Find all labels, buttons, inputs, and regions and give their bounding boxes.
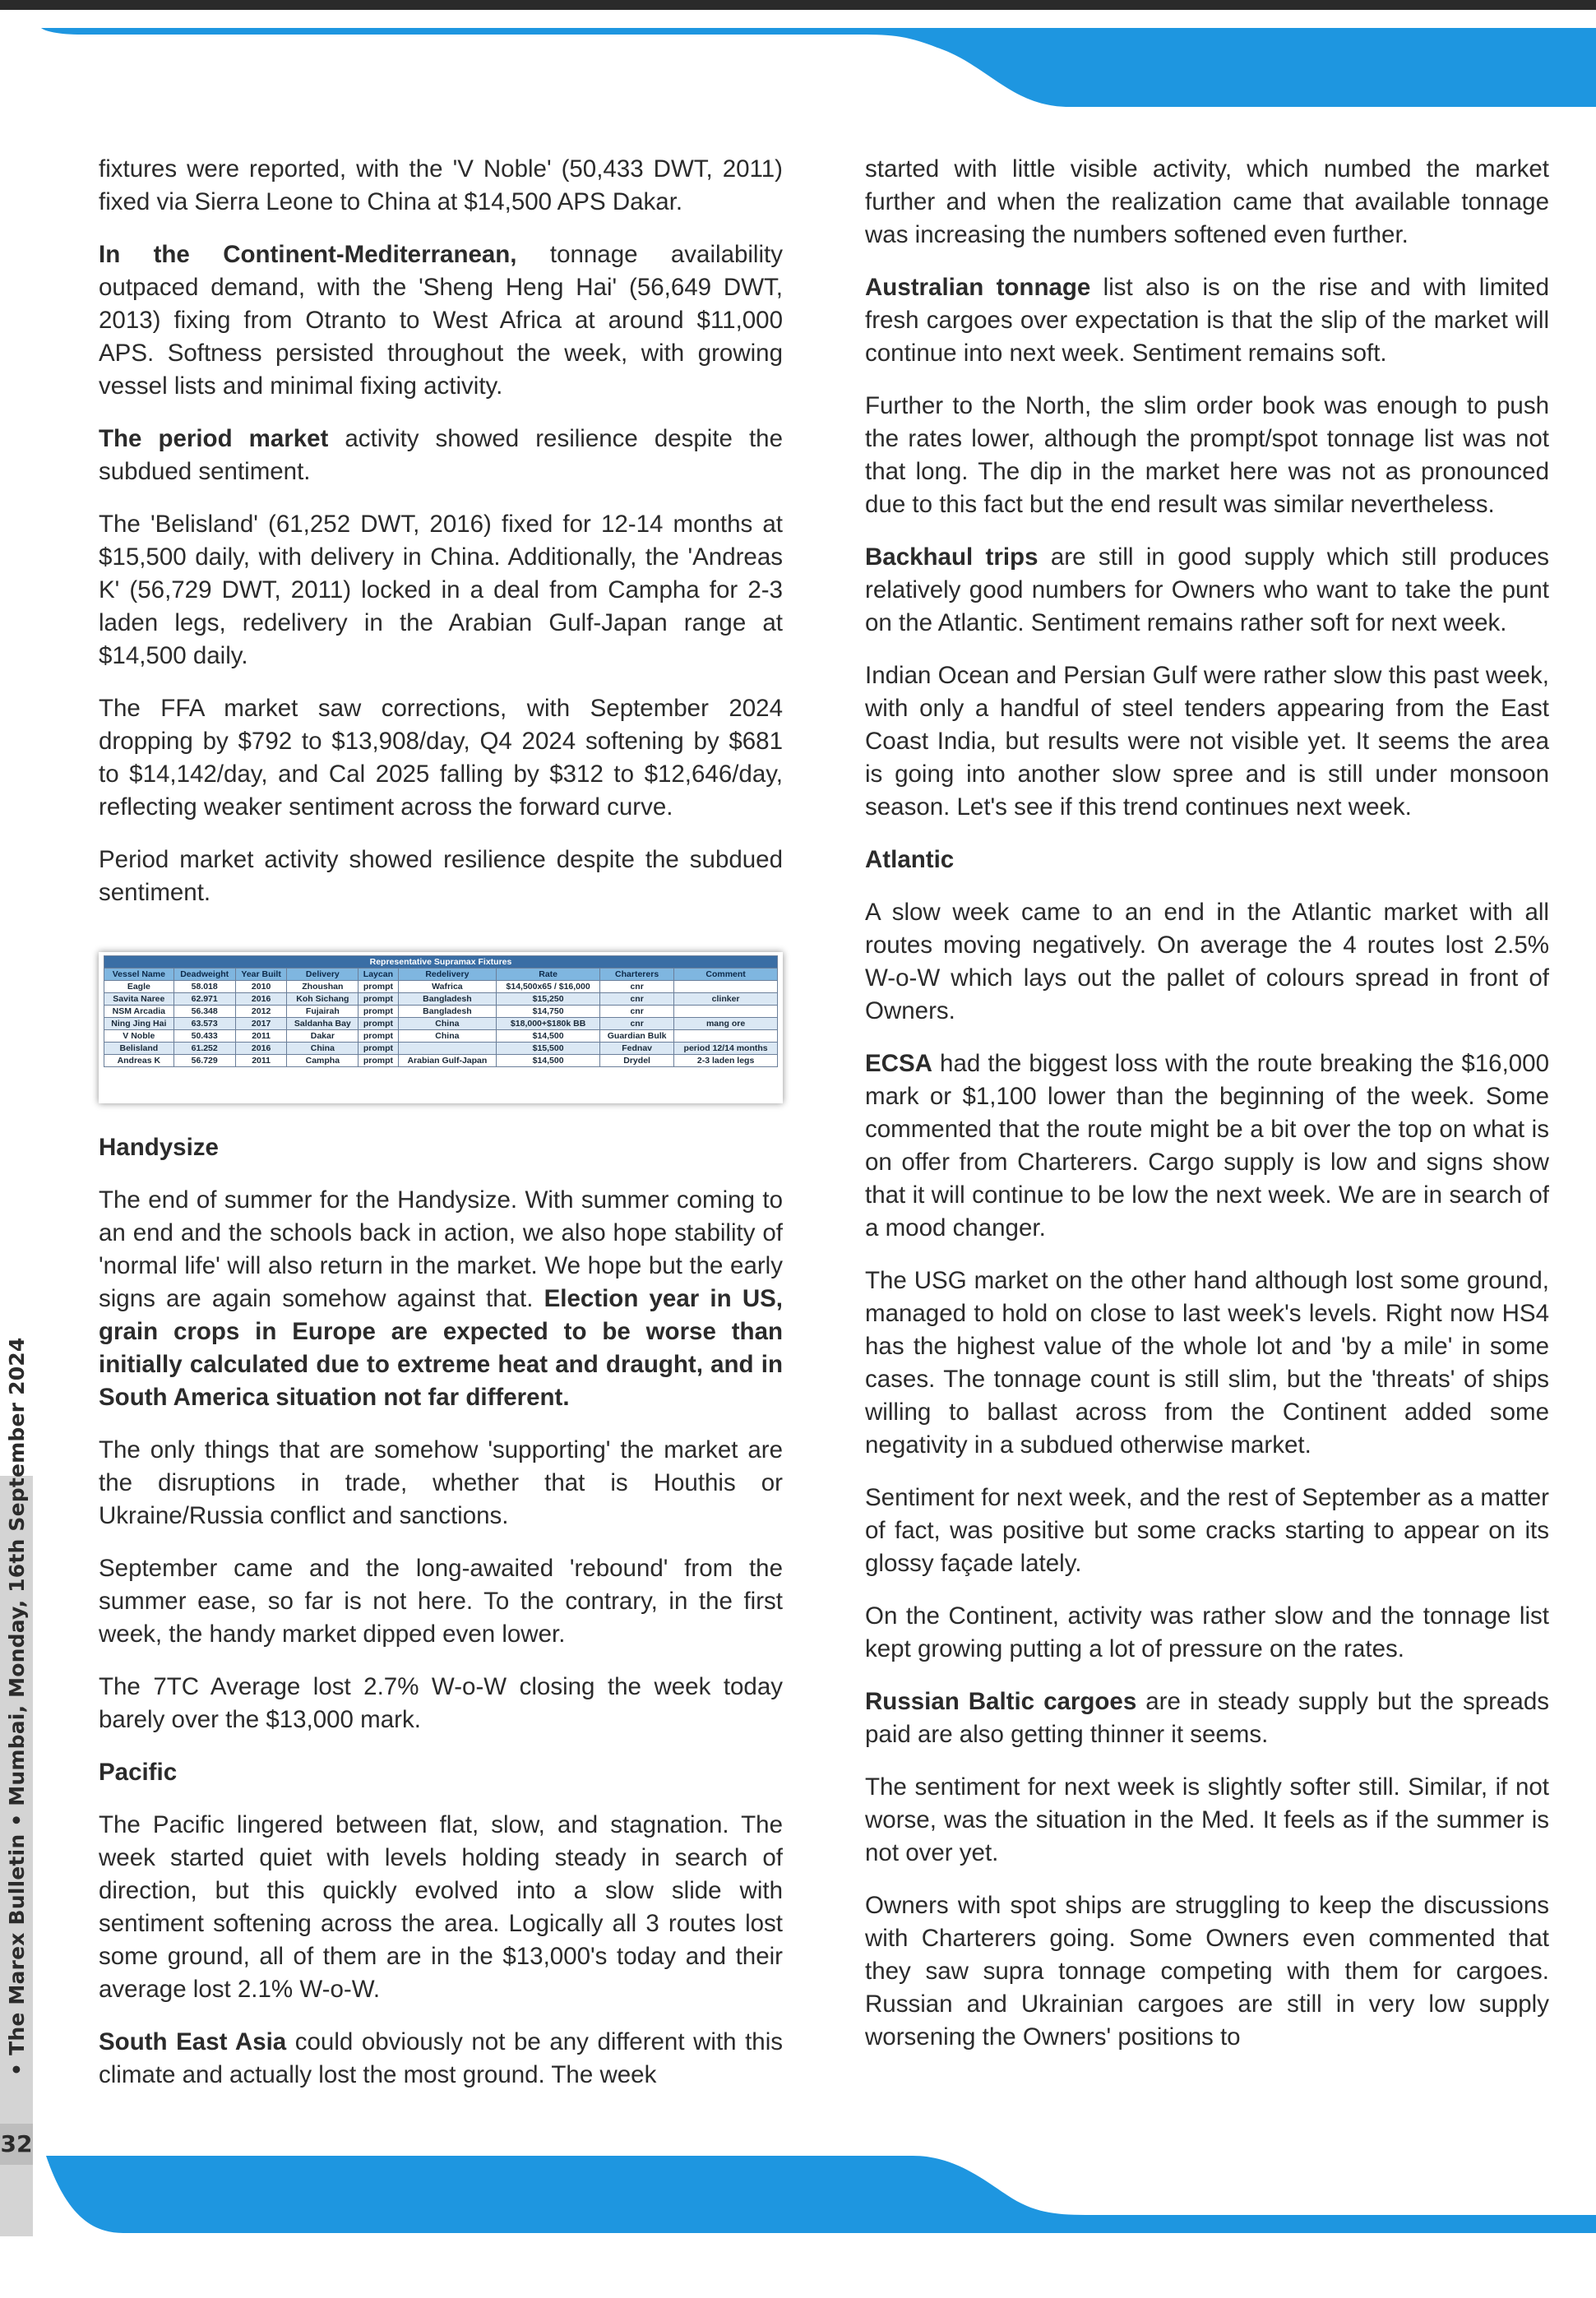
paragraph: The 7TC Average lost 2.7% W-o-W closing the week today barely over the $13,000 mark. (99, 1673, 783, 1733)
table-cell: Wafrica (398, 981, 497, 993)
table-cell: V Noble (104, 1030, 174, 1043)
table-cell: cnr (600, 1006, 674, 1018)
table-cell: cnr (600, 1018, 674, 1030)
paragraph: Sentiment for next week, and the rest of September as a matter of fact, was positive but some cracks starting to appear on its glossy façade lately. (865, 1484, 1549, 1577)
table-cell: 2017 (235, 1018, 287, 1030)
table-header-cell: Year Built (235, 969, 287, 981)
paragraph (865, 1047, 1549, 1245)
table-cell: $14,750 (497, 1006, 600, 1018)
table-cell: Guardian Bulk (600, 1030, 674, 1043)
paragraph: The 'Belisland' (61,252 DWT, 2016) fixed for 12-14 months at $15,500 daily, with delivery in China. Additionally, the 'Andreas K' (56,729 DWT, 2011) locked in a deal from Campha for 2-3 laden legs, redelivery in the Arabian Gulf-Japan range at $14,500 daily. (99, 511, 783, 669)
table-cell (674, 1006, 778, 1018)
table-cell: 62.971 (173, 993, 235, 1006)
paragraph: September came and the long-awaited 'rebound' from the summer ease, so far is not here. To the contrary, in the first week, the handy market dipped even lower. (99, 1555, 783, 1648)
table-cell: Bangladesh (398, 1006, 497, 1018)
fixtures-table (104, 955, 778, 1067)
table-cell: prompt (359, 1030, 398, 1043)
table-header-cell: Vessel Name (104, 969, 174, 981)
table-cell: $15,250 (497, 993, 600, 1006)
paragraph-text: activity showed resilience despite the subdued sentiment. (99, 425, 783, 485)
paragraph: The Pacific lingered between flat, slow, and stagnation. The week started quiet with levels holding steady in search of direction, but this quickly evolved into a slow slide with sentiment softening across the area. Logically all 3 routes lost some ground, all of them are in the $13,000's today and their average lost 2.1% W-o-W. (99, 1811, 783, 2003)
paragraph (99, 238, 783, 403)
table-cell: Andreas K (104, 1055, 174, 1067)
table-cell: clinker (674, 993, 778, 1006)
table-cell: cnr (600, 981, 674, 993)
table-cell: Zhoushan (287, 981, 359, 993)
paragraph-text: could obviously not be any different with this climate and actually lost the most ground. The week (99, 2028, 784, 2088)
table-cell: $14,500 (497, 1030, 600, 1043)
paragraph (99, 1184, 783, 1414)
table-row (104, 1006, 778, 1018)
page-number: 32 (0, 2124, 33, 2165)
running-footer-text (3, 2048, 31, 2076)
table-cell: NSM Arcadia (104, 1006, 174, 1018)
table-cell (398, 1043, 497, 1055)
footer-wave-banner (0, 2156, 1596, 2233)
right-column (865, 153, 1549, 2074)
table-cell: period 12/14 months (674, 1043, 778, 1055)
table-row (104, 981, 778, 993)
table-cell: prompt (359, 1006, 398, 1018)
table-row (104, 1030, 778, 1043)
table-cell: 63.573 (173, 1018, 235, 1030)
table-cell: $14,500 (497, 1055, 600, 1067)
table-cell: Campha (287, 1055, 359, 1067)
table-cell: Arabian Gulf-Japan (398, 1055, 497, 1067)
table-cell: 2010 (235, 981, 287, 993)
table-cell: 2016 (235, 993, 287, 1006)
table-cell: 2011 (235, 1030, 287, 1043)
footer-wave-shape (46, 2156, 1596, 2233)
paragraph (865, 1685, 1549, 1751)
top-dark-bar (0, 0, 1596, 10)
section-heading-handysize: Handysize (99, 1134, 219, 1161)
lead-in: South East Asia (99, 2028, 287, 2055)
table-cell: China (398, 1030, 497, 1043)
paragraph: started with little visible activity, which numbed the market further and when the realization came that available tonnage was increasing the numbers softened even further. (865, 155, 1549, 248)
table-title: Representative Supramax Fixtures (104, 956, 778, 969)
table-cell: 2012 (235, 1006, 287, 1018)
paragraph-text: The end of summer for the Handysize. With summer coming to an end and the schools back in action, we also hope stability of 'normal life' will also return in the market. We hope but the early signs are again somehow against that. (99, 1186, 783, 1312)
table-cell: 56.729 (173, 1055, 235, 1067)
table-header-cell: Redelivery (398, 969, 497, 981)
table-header-cell: Rate (497, 969, 600, 981)
paragraph (865, 541, 1549, 640)
paragraph: The only things that are somehow 'supporting' the market are the disruptions in trade, whether that is Houthis or Ukraine/Russia conflict and sanctions. (99, 1436, 783, 1529)
lead-in: In the Continent-Mediterranean, (99, 241, 517, 268)
paragraph (99, 423, 783, 488)
table-cell: Fednav (600, 1043, 674, 1055)
table-cell: Eagle (104, 981, 174, 993)
lead-in: Russian Baltic cargoes (865, 1688, 1137, 1715)
paragraph-text: list also is on the rise and with limited fresh cargoes over expectation is that the slip of the market will continue into next week. Sentiment remains soft. (865, 274, 1549, 367)
table-header-cell: Charterers (600, 969, 674, 981)
table-cell: 2-3 laden legs (674, 1055, 778, 1067)
paragraph: The USG market on the other hand although lost some ground, managed to hold on close to last week's levels. Right now HS4 has the highest value of the whole lot and 'by a mile' in some cases. The tonnage count is still slim, but the 'threats' of ships willing to ballast across from the Continent added some negativity in a subdued otherwise market. (865, 1267, 1549, 1459)
paragraph: The sentiment for next week is slightly softer still. Similar, if not worse, was the situation in the Med. It feels as if the summer is not over yet. (865, 1773, 1549, 1866)
table-header-cell: Delivery (287, 969, 359, 981)
table-cell (674, 1030, 778, 1043)
paragraph (99, 2026, 783, 2092)
paragraph-text: had the biggest loss with the route breaking the $16,000 mark or $1,100 lower than the beginning of the week. Some commented that the route might be a bit over the top on what is on offer from Charterers. Cargo supply is low and signs show that it will continue to be low the next week. We are in search of a mood changer. (865, 1050, 1549, 1241)
table-cell: Fujairah (287, 1006, 359, 1018)
table-cell: prompt (359, 981, 398, 993)
table-cell: 56.348 (173, 1006, 235, 1018)
table-cell: Saldanha Bay (287, 1018, 359, 1030)
table-header-cell: Comment (674, 969, 778, 981)
table-cell: prompt (359, 993, 398, 1006)
table-cell: 61.252 (173, 1043, 235, 1055)
table-cell: Koh Sichang (287, 993, 359, 1006)
paragraph: Owners with spot ships are struggling to keep the discussions with Charterers going. Some Owners even commented that they saw supra tonnage competing with them for cargoes. Russian and Ukrainian cargoes are still in very low supply worsening the Owners' positions to (865, 1892, 1549, 2051)
paragraph: The FFA market saw corrections, with September 2024 dropping by $792 to $13,908/day, Q4 2024 softening by $681 to $14,142/day, and Cal 2025 falling by $312 to $12,646/day, reflecting weaker sentiment across the forward curve. (99, 695, 783, 821)
table-cell: 2011 (235, 1055, 287, 1067)
table-cell: Belisland (104, 1043, 174, 1055)
section-heading-atlantic: Atlantic (865, 846, 955, 873)
lead-in: ECSA (865, 1050, 932, 1077)
table-cell: cnr (600, 993, 674, 1006)
paragraph: Indian Ocean and Persian Gulf were rather slow this past week, with only a handful of steel tenders appearing from the East Coast India, but results were not visible yet. It seems the area is going into another slow spree and is still under monsoon season. Let's see if this trend continues next week. (865, 662, 1549, 821)
table-cell: prompt (359, 1055, 398, 1067)
table-cell: Savita Naree (104, 993, 174, 1006)
table-cell: 58.018 (173, 981, 235, 993)
table-row (104, 1018, 778, 1030)
table-cell: $14,500x65 / $16,000 (497, 981, 600, 993)
table-row (104, 1043, 778, 1055)
table-row (104, 993, 778, 1006)
table-row (104, 1055, 778, 1067)
table-header-cell: Deadweight (173, 969, 235, 981)
fixtures-table-figure (99, 952, 783, 1103)
paragraph (865, 271, 1549, 370)
lead-in: Backhaul trips (865, 543, 1039, 571)
paragraph: On the Continent, activity was rather slow and the tonnage list kept growing putting a lot of pressure on the rates. (865, 1602, 1549, 1662)
table-cell: 2016 (235, 1043, 287, 1055)
table-cell: Drydel (600, 1055, 674, 1067)
table-cell: China (287, 1043, 359, 1055)
paragraph: Period market activity showed resilience despite the subdued sentiment. (99, 846, 783, 906)
section-heading-pacific: Pacific (99, 1759, 178, 1786)
bold-emphasis: Election year in US, grain crops in Europe are expected to be worse than initially calculated due to extreme heat and draught, and in South America situation not far different. (99, 1285, 783, 1411)
table-cell: Bangladesh (398, 993, 497, 1006)
paragraph-text: tonnage availability outpaced demand, with the 'Sheng Heng Hai' (56,649 DWT, 2013) fixing from Otranto to West Africa at around $11,000 APS. Softness persisted throughout the week, with growing vessel lists and minimal fixing activity. (99, 241, 783, 400)
table-cell: Ning Jing Hai (104, 1018, 174, 1030)
header-wave-banner (0, 28, 1596, 107)
table-cell: 50.433 (173, 1030, 235, 1043)
left-column (99, 153, 783, 2111)
table-cell: $15,500 (497, 1043, 600, 1055)
paragraph: fixtures were reported, with the 'V Noble' (50,433 DWT, 2011) fixed via Sierra Leone to China at $14,500 APS Dakar. (99, 155, 783, 215)
table-cell: China (398, 1018, 497, 1030)
table-header-cell: Laycan (359, 969, 398, 981)
table-cell: prompt (359, 1018, 398, 1030)
paragraph: Further to the North, the slim order book was enough to push the rates lower, although the prompt/spot tonnage list was not that long. The dip in the market here was not as pronounced due to this fact but the end result was similar nevertheless. (865, 392, 1549, 518)
table-cell: prompt (359, 1043, 398, 1055)
lead-in: Australian tonnage (865, 274, 1091, 301)
table-cell: $18,000+$180k BB (497, 1018, 600, 1030)
lead-in: The period market (99, 425, 329, 452)
paragraph-text: are in steady supply but the spreads paid are also getting thinner it seems. (865, 1688, 1549, 1748)
table-cell: Dakar (287, 1030, 359, 1043)
paragraph-text: are still in good supply which still produces relatively good numbers for Owners who want to take the punt on the Atlantic. Sentiment remains rather soft for next week. (865, 543, 1550, 636)
paragraph: A slow week came to an end in the Atlantic market with all routes moving negatively. On average the 4 routes lost 2.5% W-o-W which lays out the pallet of colours spread in front of Owners. (865, 899, 1549, 1024)
table-cell (674, 981, 778, 993)
header-wave-shape (41, 28, 1596, 107)
table-cell: mang ore (674, 1018, 778, 1030)
